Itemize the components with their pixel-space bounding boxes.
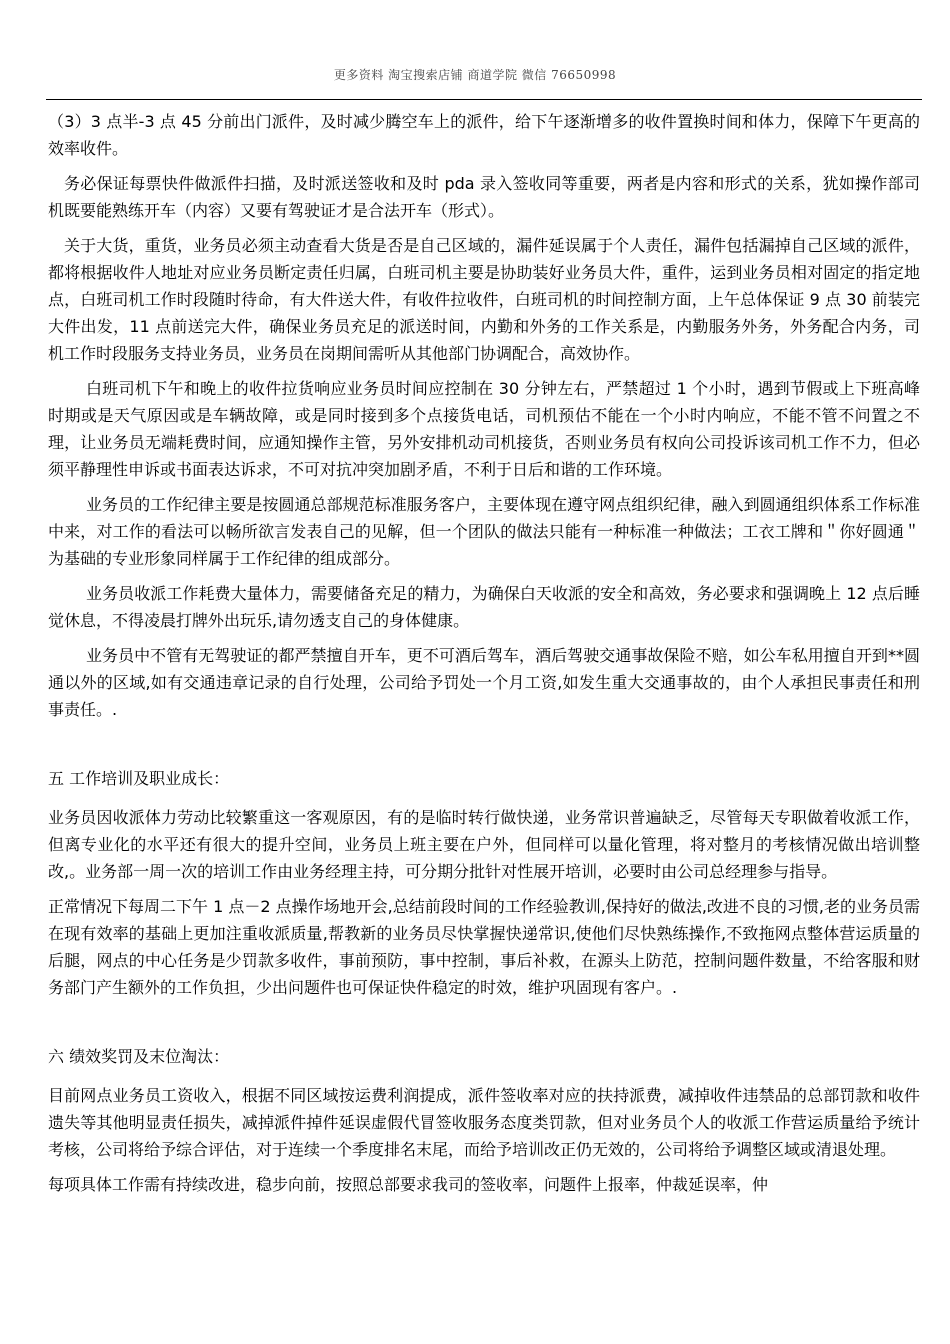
paragraph: 每项具体工作需有持续改进，稳步向前，按照总部要求我司的签收率，问题件上报率，仲裁延误率，仲: [48, 1175, 769, 1194]
paragraph: 业务员因收派体力劳动比较繁重这一客观原因，有的是临时转行做快递，业务常识普遍缺乏，尽管每天专职做着收派工作，但离专业化的水平还有很大的提升空间，业务员上班主要在户外，但同样可以量化管理，将对整月的考核情况做出培训整改,。业务部一周一次的培训工作由业务经理主持，可分期分批针对性展开培训，必要时由公司总经理参与指导。: [48, 808, 920, 881]
paragraph: 务必保证每票快件做派件扫描，及时派送签收和及时 pda 录入签收同等重要，两者是内容和形式的关系，犹如操作部司机既要能熟练开车（内容）又要有驾驶证才是合法开车（形式）。: [48, 174, 920, 220]
header-divider: [46, 99, 922, 100]
paragraph: 目前网点业务员工资收入，根据不同区域按运费利润提成，派件签收率对应的扶持派费，减掉收件违禁品的总部罚款和收件遗失等其他明显责任损失，减掉派件掉件延误虚假代冒签收服务态度类罚款，但对业务员个人的收派工作营运质量给予统计考核，公司将给予综合评估，对于连续一个季度排名末尾，而给予培训改正仍无效的，公司将给予调整区域或清退处理。: [48, 1086, 920, 1159]
spacer: [48, 731, 920, 765]
paragraph: （3）3 点半-3 点 45 分前出门派件，及时减少腾空车上的派件，给下午逐渐增多的收件置换时间和体力，保障下午更高的效率收件。: [48, 112, 920, 158]
page-header: 更多资料 淘宝搜索店铺 商道学院 微信 76650998: [333, 68, 617, 82]
document-body: [48, 108, 920, 1206]
paragraph: 关于大货，重货，业务员必须主动查看大货是否是自己区域的，漏件延误属于个人责任，漏件包括漏掉自己区域的派件，都将根据收件人地址对应业务员断定责任归属，白班司机主要是协助装好业务员大件，重件，运到业务员相对固定的指定地点，白班司机工作时段随时待命，有大件送大件，有收件拉收件，白班司机的时间控制方面，上午总体保证 9 点 30 前装完大件出发，11 点前送完大件，确保业务员充足的派送时间，内勤和外务的工作关系是，内勤服务外务，外务配合内务，司机工作时段服务支持业务员，业务员在岗期间需听从其他部门协调配合，高效协作。: [48, 236, 920, 363]
spacer: [48, 1009, 920, 1043]
paragraph: 业务员中不管有无驾驶证的都严禁擅自开车，更不可酒后驾车，酒后驾驶交通事故保险不赔，如公车私用擅自开到**圆通以外的区域,如有交通违章记录的自行处理，公司给予罚处一个月工资,如发生重大交通事故的，由个人承担民事责任和刑事责任。.: [48, 646, 920, 719]
paragraph: 业务员收派工作耗费大量体力，需要储备充足的精力，为确保白天收派的安全和高效，务必要求和强调晚上 12 点后睡觉休息，不得凌晨打牌外出玩乐,请勿透支自己的身体健康。: [48, 584, 920, 630]
paragraph: 业务员的工作纪律主要是按圆通总部规范标准服务客户，主要体现在遵守网点组织纪律，融入到圆通组织体系工作标准中来，对工作的看法可以畅所欲言发表自己的见解，但一个团队的做法只能有一种标准一种做法；工衣工牌和＂你好圆通＂为基础的专业形象同样属于工作纪律的组成部分。: [48, 495, 920, 568]
section-heading-6: 六 绩效奖罚及末位淘汰：: [48, 1047, 230, 1066]
section-heading-5: 五 工作培训及职业成长：: [48, 769, 230, 788]
paragraph: 白班司机下午和晚上的收件拉货响应业务员时间应控制在 30 分钟左右，严禁超过 1 个小时，遇到节假或上下班高峰时期或是天气原因或是车辆故障，或是同时接到多个点接货电话，司机预估不能在一个小时内响应，不能不管不问置之不理，让业务员无端耗费时间，应通知操作主管，另外安排机动司机接货，否则业务员有权向公司投诉该司机工作不力，但必须平静理性申诉或书面表达诉求，不可对抗冲突加剧矛盾，不利于日后和谐的工作环境。: [48, 379, 920, 479]
paragraph: 正常情况下每周二下午 1 点－2 点操作场地开会,总结前段时间的工作经验教训,保持好的做法,改进不良的习惯,老的业务员需在现有效率的基础上更加注重收派质量,帮教新的业务员尽快掌握快递常识,使他们尽快熟练操作,不致拖网点整体营运质量的后腿，网点的中心任务是少罚款多收件，事前预防，事中控制，事后补救，在源头上防范，控制问题件数量，不给客服和财务部门产生额外的工作负担，少出问题件也可保证快件稳定的时效，维护巩固现有客户。.: [48, 897, 920, 997]
